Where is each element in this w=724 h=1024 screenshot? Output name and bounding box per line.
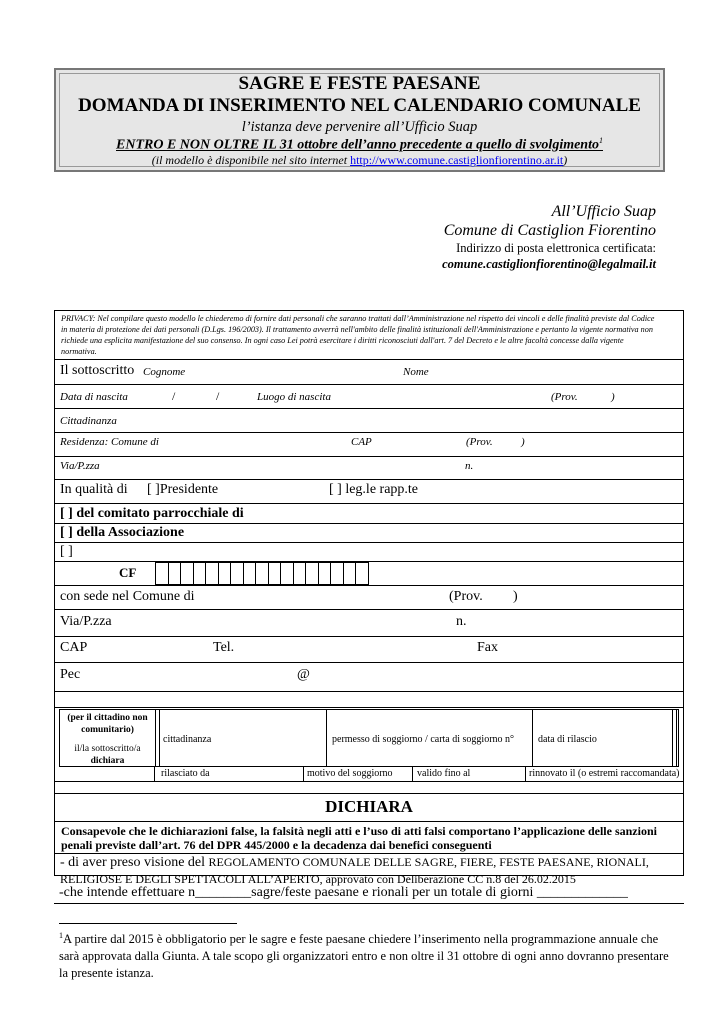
cf-input-grid[interactable] [155, 562, 368, 585]
header-box [54, 68, 665, 172]
pec-label: Indirizzo di posta elettronica certificata: [456, 241, 656, 255]
non-eu-citizen-table [59, 709, 679, 767]
cf-digit-cell[interactable] [355, 562, 369, 585]
cf-digit-cell[interactable] [218, 562, 232, 585]
cf-digit-cell[interactable] [243, 562, 257, 585]
form-title: SAGRE E FESTE PAESANE [238, 73, 481, 94]
recipient-office: All’Ufficio Suap [551, 203, 656, 220]
column-divider [412, 767, 413, 781]
footnote-separator [59, 923, 237, 924]
divider [55, 609, 683, 610]
cf-digit-cell[interactable] [230, 562, 244, 585]
cittadinanza-cell[interactable]: cittadinanza [163, 734, 212, 745]
via-residenza-field[interactable]: Via/P.zza [60, 460, 100, 472]
divider [55, 585, 683, 586]
regolamento-declaration: - di aver preso visione del REGOLAMENTO COMUNALE DELLE SAGRE, FIERE, FESTE PAESANE, RIONALI, RELIGIOSE E DEGLI SPETTACOLI ALL’APERTO, approvato con Deliberazione CC n.8 del 26.02.2015 [60, 855, 649, 886]
cf-digit-cell[interactable] [205, 562, 219, 585]
divider [55, 707, 683, 708]
cognome-field[interactable]: Cognome [143, 366, 186, 378]
prov-close: ) [513, 589, 518, 604]
data-nascita-field[interactable]: Data di nascita [60, 391, 128, 403]
dichiara-heading: DICHIARA [325, 797, 413, 816]
divider [55, 523, 683, 524]
footnote-ref: 1 [599, 136, 603, 145]
divider [55, 456, 683, 457]
cf-digit-cell[interactable] [193, 562, 207, 585]
cf-digit-cell[interactable] [268, 562, 282, 585]
altro-checkbox[interactable]: [ ] [60, 544, 73, 559]
sottoscritto-label: Il sottoscritto [60, 363, 135, 378]
recipient-comune: Comune di Castiglion Fiorentino [443, 222, 656, 239]
luogo-nascita-field[interactable]: Luogo di nascita [257, 391, 331, 403]
cap-residenza-field[interactable]: CAP [351, 436, 372, 448]
data-rilascio-cell[interactable]: data di rilascio [538, 734, 597, 745]
submission-note: l’istanza deve pervenire all’Ufficio Suap [241, 119, 478, 135]
cf-digit-cell[interactable] [168, 562, 182, 585]
dichiara-note: dichiara [90, 756, 125, 766]
column-divider [532, 710, 533, 766]
qualita-label: In qualità di [60, 482, 128, 497]
rinnovato-cell[interactable]: rinnovato il (o estremi raccomandata) [529, 768, 680, 779]
divider [55, 793, 683, 794]
rilasciato-cell[interactable]: rilasciato da [161, 768, 210, 779]
divider [55, 561, 683, 562]
deadline-note: ENTRO E NON OLTRE IL 31 ottobre dell’anno precedente a quello di svolgimento$^1$ [116, 136, 603, 153]
divider [55, 781, 683, 782]
presidente-checkbox[interactable]: [ ]Presidente [147, 482, 219, 497]
website-link[interactable]: http://www.comune.castiglionfiorentino.ar.it [350, 153, 564, 167]
form-subtitle: DOMANDA DI INSERIMENTO NEL CALENDARIO COMUNALE [78, 95, 641, 116]
prov-residenza-field[interactable]: (Prov. [466, 436, 493, 448]
cf-digit-cell[interactable] [155, 562, 169, 585]
cittadinanza-field[interactable]: Cittadinanza [60, 415, 117, 427]
column-divider [155, 710, 160, 766]
divider [55, 542, 683, 543]
column-divider [525, 767, 526, 781]
sagre-count-declaration[interactable]: -che intende effettuare n________sagre/feste paesane e rionali per un totale di giorni _____________ [59, 885, 628, 900]
legale-rapp-checkbox[interactable]: [ ] leg.le rapp.te [329, 482, 419, 497]
divider [55, 359, 683, 360]
sede-field[interactable]: con sede nel Comune di [60, 589, 195, 604]
cf-digit-cell[interactable] [280, 562, 294, 585]
cf-digit-cell[interactable] [293, 562, 307, 585]
nome-field[interactable]: Nome [403, 366, 429, 378]
tel-field[interactable]: Tel. [213, 640, 235, 655]
via-sede-field[interactable]: Via/P.zza [60, 614, 112, 629]
residenza-field[interactable]: Residenza: Comune di [60, 436, 159, 448]
divider [55, 408, 683, 409]
column-divider [326, 710, 327, 766]
valido-cell[interactable]: valido fino al [417, 768, 471, 779]
consapevole-statement: Consapevole che le dichiarazioni false, la falsità negli atti e l’uso di atti falsi comportano l’applicazione delle sanzioni penali previste dall’art. 76 del DPR 445/2000 e la decadenza dai benefici conseguenti [61, 824, 657, 852]
divider [55, 432, 683, 433]
comitato-checkbox[interactable]: [ ] del comitato parrocchiale di [60, 506, 244, 521]
pec-field[interactable]: Pec [60, 667, 81, 682]
divider [55, 479, 683, 480]
prov-close: ) [521, 436, 525, 448]
application-form [54, 310, 684, 886]
motivo-cell[interactable]: motivo del soggiorno [307, 768, 393, 779]
divider [55, 503, 683, 504]
cf-digit-cell[interactable] [305, 562, 319, 585]
website-note: (il modello è disponibile nel sito internet http://www.comune.castiglionfiorentino.ar.it) [151, 153, 568, 167]
footnote: $^1$A partire dal 2015 è obbligatorio per le sagre e feste paesane chiedere l’inserimento nella programmazione annuale che sarà approvata dalla Giunta. A tale scopo gli organizzatori entro e non oltre il 31 ottobre di ogni anno dovranno presentare la presente istanza. [59, 931, 669, 981]
divider [55, 384, 683, 385]
pec-address: comune.castiglionfiorentino@legalmail.it [442, 257, 656, 271]
cap-sede-field[interactable]: CAP [60, 640, 88, 655]
permesso-cell[interactable]: permesso di soggiorno / carta di soggiorno n° [332, 734, 515, 745]
divider [55, 821, 683, 822]
prov-close: ) [611, 391, 615, 403]
cf-digit-cell[interactable] [330, 562, 344, 585]
divider [54, 903, 684, 904]
cf-digit-cell[interactable] [255, 562, 269, 585]
divider [55, 662, 683, 663]
cf-digit-cell[interactable] [343, 562, 357, 585]
fax-field[interactable]: Fax [477, 640, 498, 655]
divider [55, 636, 683, 637]
cf-digit-cell[interactable] [180, 562, 194, 585]
prov-sede-field[interactable]: (Prov. [449, 589, 483, 604]
associazione-checkbox[interactable]: [ ] della Associazione [60, 525, 185, 540]
privacy-notice: PRIVACY: Nel compilare questo modello le chiederemo di fornire dati personali che saranno trattati dall’Amministrazione nel rispetto dei vincoli e delle finalità previste dal Codice in materia di protezione dei dati personali (D.Lgs. 196/2003). Il trattamento avverrà nell'ambito delle finalità istituzionali dell'Amministrazione e pertanto la vigente normativa non richiede una esplicita manifestazione del suo consenso. In ogni caso Lei potrà esercitare i diritti riconosciuti dall'art. 7 del Decreto e le altre facoltà concesse dalla vigente normativa. [61, 314, 655, 356]
date-slash: / [216, 389, 220, 403]
divider [55, 691, 683, 692]
cf-label: CF [119, 565, 137, 580]
date-slash: / [172, 389, 176, 403]
prov-nascita-field[interactable]: (Prov. [551, 391, 578, 403]
civico-sede-field[interactable]: n. [456, 614, 467, 629]
column-divider [672, 710, 677, 766]
cf-digit-cell[interactable] [318, 562, 332, 585]
column-divider [154, 767, 155, 781]
sottoscritto-note: il/la sottoscritto/a [74, 744, 141, 754]
at-sign: @ [297, 667, 310, 682]
column-divider [303, 767, 304, 781]
non-eu-note: (per il cittadino non comunitario) [67, 713, 148, 735]
civico-residenza-field[interactable]: n. [465, 460, 474, 472]
